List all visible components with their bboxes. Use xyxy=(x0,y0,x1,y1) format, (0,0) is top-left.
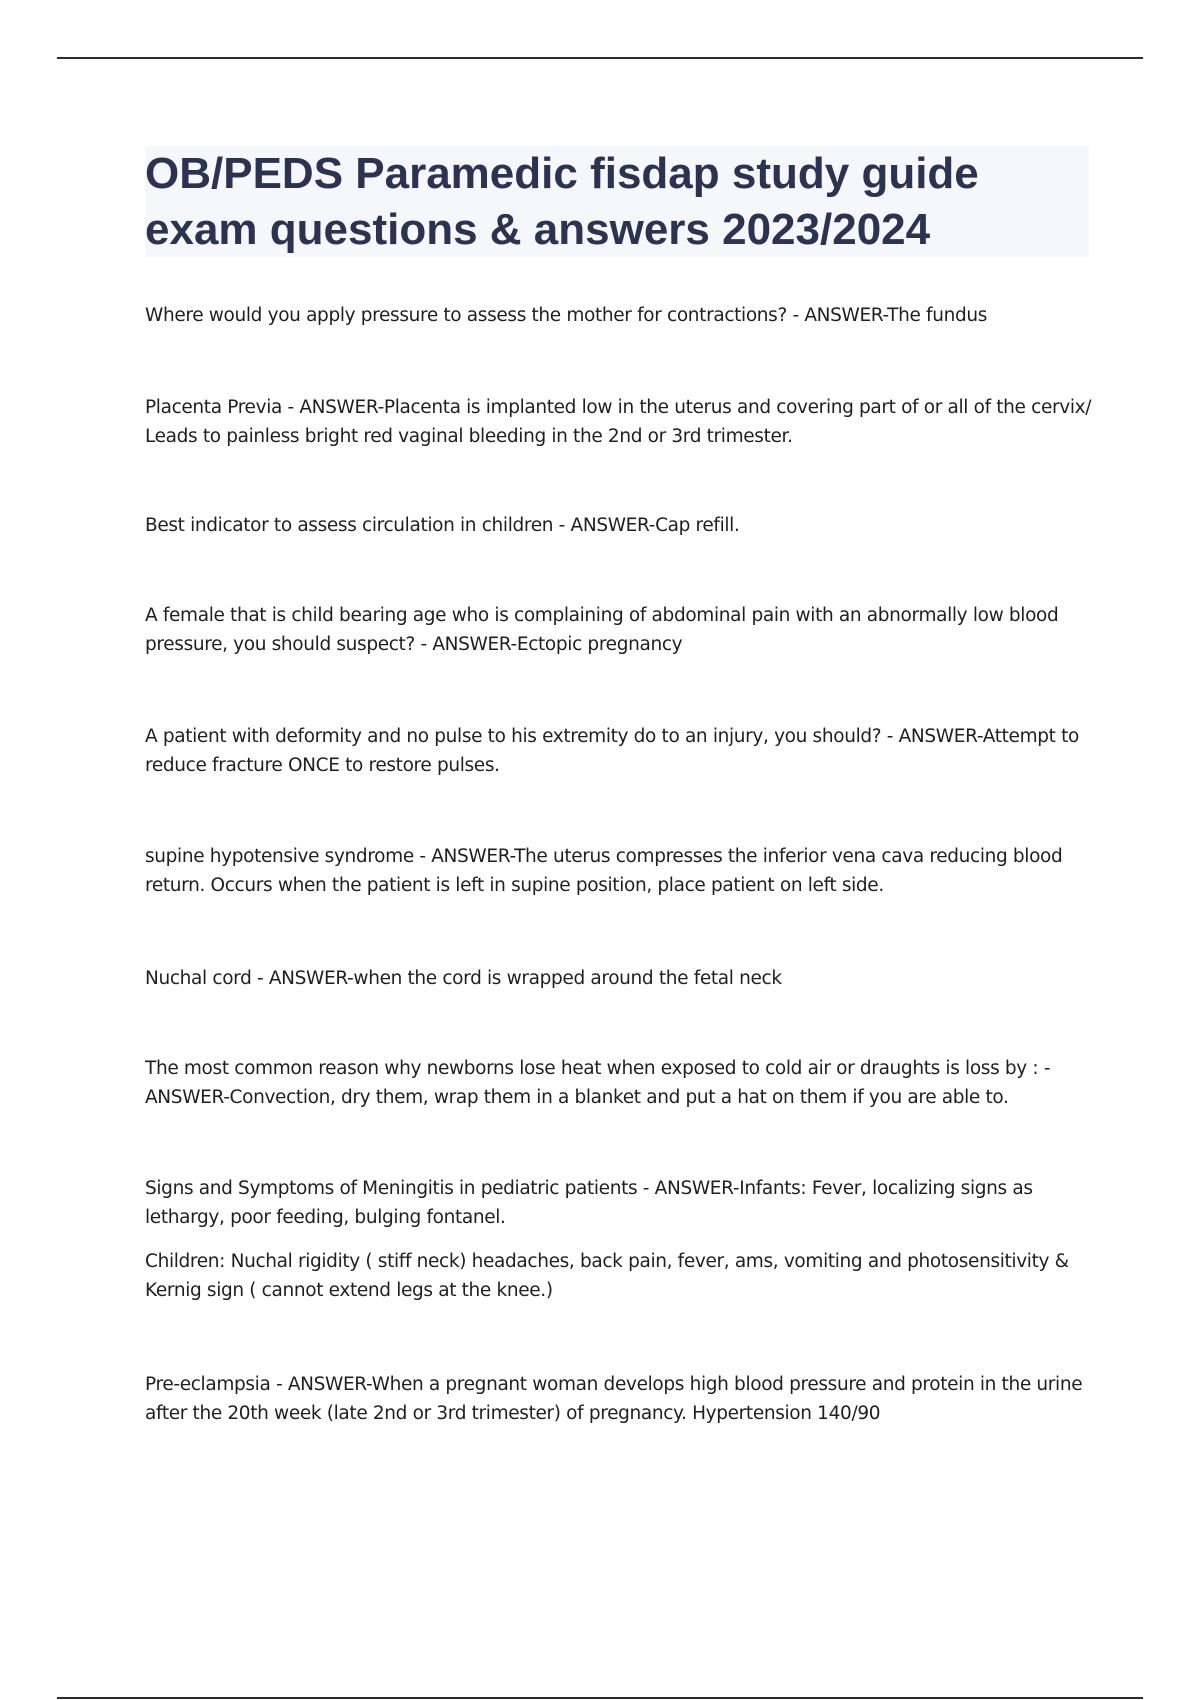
qa-text: supine hypotensive syndrome - ANSWER-The uterus compresses the inferior vena cava reducing blood return. Occurs when the patient is left in supine position, place patient on left side. xyxy=(145,846,1063,896)
qa-text: Nuchal cord - ANSWER-when the cord is wrapped around the fetal neck xyxy=(145,968,782,989)
qa-text: The most common reason why newborns lose heat when exposed to cold air or draughts is loss by : - ANSWER-Convection, dry them, wrap them in a blanket and put a hat on them if you are able to. xyxy=(145,1058,1051,1108)
qa-text: A patient with deformity and no pulse to his extremity do to an injury, you should? - ANSWER-Attempt to reduce fracture ONCE to restore pulses. xyxy=(145,726,1079,776)
qa-item xyxy=(145,1174,1095,1305)
top-divider xyxy=(57,57,1143,59)
qa-text: Children: Nuchal rigidity ( stiff neck) headaches, back pain, fever, ams, vomiting and photosensitivity & Kernig sign ( cannot extend legs at the knee.) xyxy=(145,1251,1069,1301)
qa-item xyxy=(145,301,1095,330)
bottom-divider xyxy=(57,1697,1143,1699)
qa-text: Placenta Previa - ANSWER-Placenta is implanted low in the uterus and covering part of or all of the cervix/ Leads to painless bright red vaginal bleeding in the 2nd or 3rd trimester. xyxy=(145,397,1092,447)
page-title: OB/PEDS Paramedic fisdap study guide exam questions & answers 2023/2024 xyxy=(145,149,979,254)
qa-item xyxy=(145,1054,1095,1112)
qa-item xyxy=(145,601,1095,659)
qa-text: Where would you apply pressure to assess the mother for contractions? - ANSWER-The fundus xyxy=(145,305,988,326)
qa-item xyxy=(145,393,1095,451)
qa-item xyxy=(145,1370,1095,1428)
qa-text: A female that is child bearing age who is complaining of abdominal pain with an abnormally low blood pressure, you should suspect? - ANSWER-Ectopic pregnancy xyxy=(145,605,1059,655)
qa-item xyxy=(145,722,1095,780)
qa-item xyxy=(145,511,1095,540)
qa-text: Signs and Symptoms of Meningitis in pediatric patients - ANSWER-Infants: Fever, localizing signs as lethargy, poor feeding, bulging fontanel. xyxy=(145,1178,1033,1228)
title-block xyxy=(145,146,1089,257)
qa-text: Pre-eclampsia - ANSWER-When a pregnant woman develops high blood pressure and protein in the urine after the 20th week (late 2nd or 3rd trimester) of pregnancy. Hypertension 140/90 xyxy=(145,1374,1083,1424)
qa-item xyxy=(145,842,1095,900)
qa-text: Best indicator to assess circulation in children - ANSWER-Cap refill. xyxy=(145,515,740,536)
qa-item xyxy=(145,964,1095,993)
